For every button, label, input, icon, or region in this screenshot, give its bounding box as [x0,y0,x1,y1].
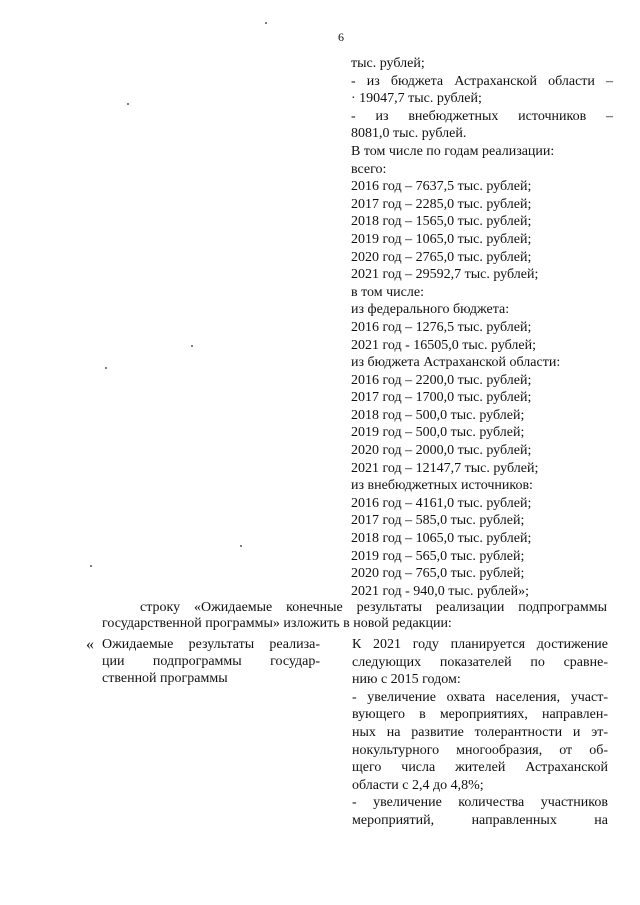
summary-line: 2016 год – 2200,0 тыс. рублей; [351,372,532,388]
summary-line: 2018 год – 500,0 тыс. рублей; [351,407,525,423]
summary-line: 2016 год – 1276,5 тыс. рублей; [351,319,532,335]
summary-line: 2021 год - 16505,0 тыс. рублей; [351,337,537,353]
scan-speck [191,345,193,347]
row-title-line: Ожидаемые результаты реализа- [102,637,320,652]
opening-quote-mark: « [86,636,94,653]
summary-line: 2019 год – 565,0 тыс. рублей; [351,548,525,564]
summary-line: 2016 год – 4161,0 тыс. рублей; [351,495,532,511]
summary-line: 2019 год – 500,0 тыс. рублей; [351,425,525,441]
scan-speck [90,565,92,567]
row-content-line: нию с 2015 годом: [352,672,461,688]
instruction-line: государственной программы» изложить в новой редакции: [102,616,452,631]
summary-line: из бюджета Астраханской области: [351,355,561,371]
summary-line: 2016 год – 7637,5 тыс. рублей; [351,179,532,195]
summary-line: В том числе по годам реализации: [351,143,555,159]
instruction-paragraph [102,600,607,632]
summary-line: 2020 год – 2000,0 тыс. рублей; [351,443,532,459]
page-number: 6 [338,30,344,44]
summary-line: - из внебюджетных источников – [351,108,613,124]
summary-line: 2021 год - 940,0 тыс. рублей»; [351,583,530,599]
row-content-line: - увеличение количества участников [352,795,608,811]
row-content-line: области с 2,4 до 4,8%; [352,777,484,793]
summary-line: 2018 год – 1065,0 тыс. рублей; [351,531,532,547]
summary-line: тыс. рублей; [351,56,425,71]
row-content-line: щего числа жителей Астраханской [352,760,608,776]
summary-line: 2020 год – 765,0 тыс. рублей; [351,566,525,582]
summary-line: всего: [351,161,387,177]
row-content-line: К 2021 году планируется достижение [352,637,608,652]
summary-line: в том числе: [351,284,424,300]
row-content-line: следующих показателей по сравне- [352,654,608,670]
row-content-line: вующего в мероприятиях, направлен- [352,707,608,723]
row-title-line: ции подпрограммы государ- [102,654,320,669]
row-title-line: ственной программы [102,671,228,686]
summary-line: из федерального бюджета: [351,302,510,318]
summary-line: 2019 год – 1065,0 тыс. рублей; [351,231,532,247]
row-title-cell [102,636,320,687]
summary-line: 2017 год – 2285,0 тыс. рублей; [351,196,532,212]
summary-line: 2017 год – 585,0 тыс. рублей; [351,513,525,529]
row-content-line: - увеличение охвата населения, участ- [352,689,608,705]
summary-line: 2017 год – 1700,0 тыс. рублей; [351,390,532,406]
funding-summary [351,55,613,600]
summary-line: 2020 год – 2765,0 тыс. рублей; [351,249,532,265]
scan-speck [265,22,267,24]
summary-line: - из бюджета Астраханской области – [351,73,613,89]
scan-speck [240,545,242,547]
scan-speck [127,103,129,105]
summary-line: 2021 год – 12147,7 тыс. рублей; [351,460,539,476]
scan-speck [105,367,107,369]
row-content-cell [352,636,608,830]
summary-line: · 19047,7 тыс. рублей; [351,91,482,107]
summary-line: 8081,0 тыс. рублей. [351,126,467,142]
summary-line: из внебюджетных источников: [351,478,533,494]
instruction-line: строку «Ожидаемые конечные результаты реализации подпрограммы [140,600,607,615]
row-content-line: мероприятий, направленных на [352,812,608,828]
summary-line: 2018 год – 1565,0 тыс. рублей; [351,214,532,230]
summary-line: 2021 год – 29592,7 тыс. рублей; [351,267,539,283]
row-content-line: нокультурного многообразия, от об- [352,742,608,758]
row-content-line: ных на развитие толерантности и эт- [352,724,608,740]
